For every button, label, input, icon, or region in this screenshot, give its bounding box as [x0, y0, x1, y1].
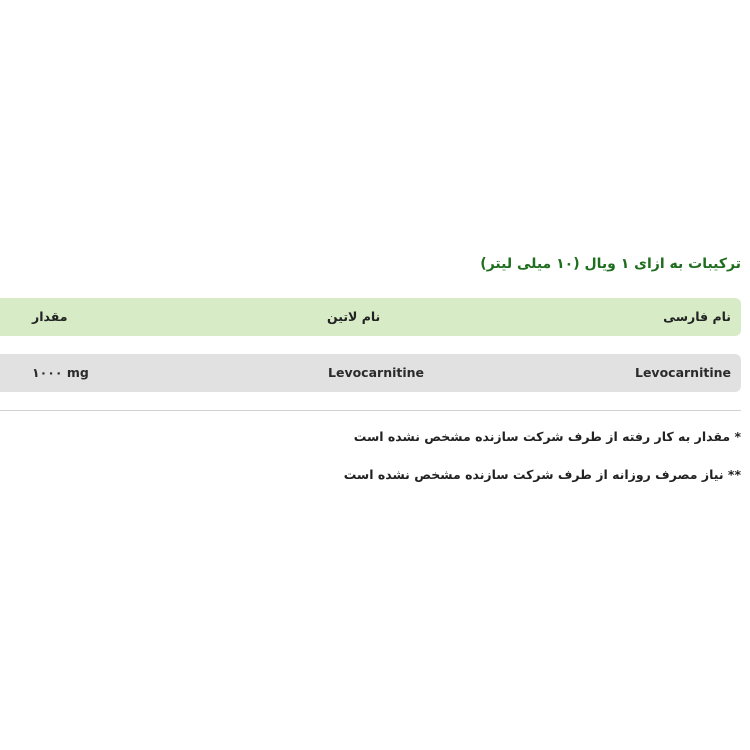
table-header-row	[0, 298, 741, 336]
section-divider	[0, 410, 741, 411]
cell-latin-name: Levocarnitine	[328, 365, 425, 380]
footnote-amount: * مقدار به کار رفته از طرف شرکت سازنده مشخص نشده است	[353, 429, 741, 444]
column-header-latin-name: نام لاتین	[327, 309, 381, 324]
table-row	[0, 354, 741, 392]
column-header-amount: مقدار	[32, 309, 68, 324]
cell-amount: ۱۰۰۰ mg	[32, 365, 89, 380]
footnote-daily-requirement: ** نیاز مصرف روزانه از طرف شرکت سازنده مشخص نشده است	[343, 467, 741, 482]
composition-title: ترکیبات به ازای ۱ ویال (۱۰ میلی لیتر)	[480, 256, 741, 272]
column-header-persian-name: نام فارسی	[663, 309, 731, 324]
cell-persian-name: Levocarnitine	[634, 365, 731, 380]
